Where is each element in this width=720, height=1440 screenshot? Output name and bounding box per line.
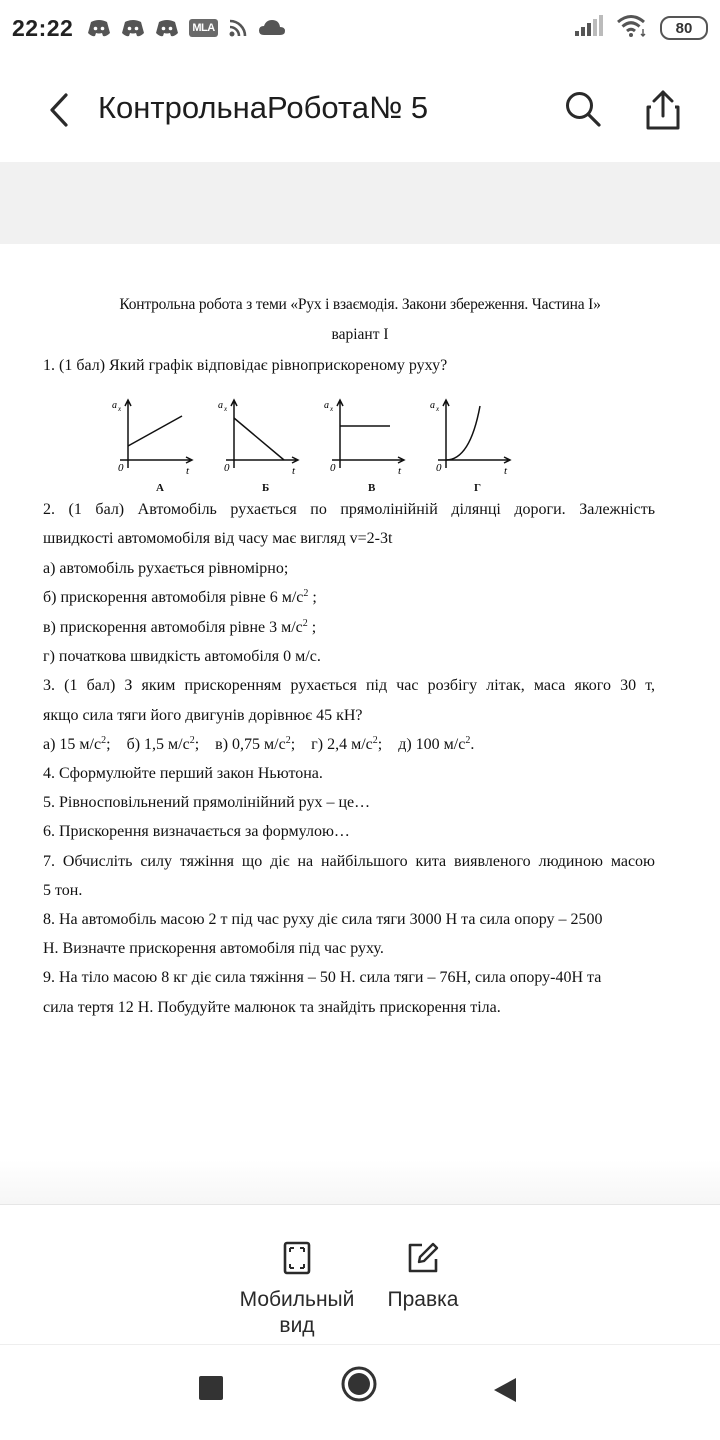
question-2-option-a: а) автомобіль рухається рівномірно; xyxy=(43,560,289,577)
exponent: 2 xyxy=(303,588,309,599)
y-axis-subscript: x xyxy=(436,405,440,413)
option-end: ; xyxy=(307,619,317,636)
question-2-option-d: г) початкова швидкість автомобіля 0 м/с. xyxy=(43,648,321,665)
mla-icon: MLA xyxy=(189,19,217,37)
graph-c xyxy=(312,392,412,502)
question-1: 1. (1 бал) Який графік відповідає рівноприскореному руху? xyxy=(43,357,448,374)
back-button[interactable] xyxy=(38,88,78,132)
battery-level: 80 xyxy=(660,16,708,40)
graph-b xyxy=(206,392,306,502)
y-axis-subscript: x xyxy=(224,405,228,413)
navigation-bar xyxy=(0,1344,720,1440)
doc-heading: Контрольна робота з теми «Рух і взаємодія. Закони збереження. Частина І» xyxy=(119,296,601,313)
option-e: д) 100 $м/с^2$. xyxy=(398,735,475,753)
document-top-margin xyxy=(0,162,720,244)
question-8-line-1: 8. На автомобіль масою 2 т під час руху діє сила тяги 3000 Н та сила опору – 2500 xyxy=(43,911,603,928)
question-4: 4. Сформулюйте перший закон Ньютона. xyxy=(43,765,323,782)
x-axis-label: t xyxy=(186,465,190,477)
question-8-line-2: Н. Визначте прискорення автомобіля під час руху. xyxy=(43,940,384,957)
share-button[interactable] xyxy=(640,86,686,134)
option-a: а) 15 $м/с^2$; xyxy=(43,735,111,753)
option-c: в) 0,75 $м/с^2$; xyxy=(215,735,296,753)
mobile-view-button[interactable] xyxy=(232,1241,362,1339)
origin-label: 0 xyxy=(224,462,230,474)
home-button[interactable] xyxy=(340,1365,378,1403)
status-time: 22:22 xyxy=(12,14,74,41)
question-7-line-1: 7. Обчисліть силу тяжіння що діє на найбільшого кита виявленого людиною масою xyxy=(43,853,655,870)
cloud-icon xyxy=(258,18,286,38)
y-axis-subscript: x xyxy=(118,405,122,413)
document-page xyxy=(0,244,720,1164)
graph-label-c: В xyxy=(368,482,376,494)
option-text: в) прискорення автомобіля рівне 3 м/с xyxy=(43,619,303,636)
option-text: б) прискорення автомобіля рівне 6 м/с xyxy=(43,589,304,606)
graph-label-b: Б xyxy=(262,482,270,494)
question-9-line-1: 9. На тіло масою 8 кг діє сила тяжіння – 50 Н. сила тяги – 76Н, сила опору-40Н та xyxy=(43,969,602,986)
discord-icon xyxy=(155,18,179,38)
option-d: г) 2,4 $м/с^2$; xyxy=(311,735,383,753)
bottom-toolbar xyxy=(0,1204,720,1344)
origin-label: 0 xyxy=(118,462,124,474)
y-axis-label: a xyxy=(324,400,329,411)
question-2-option-c xyxy=(43,618,655,638)
question-2-option-b xyxy=(43,588,655,608)
back-nav-button[interactable] xyxy=(492,1376,518,1404)
option-end: ; xyxy=(308,589,317,606)
edit-button[interactable] xyxy=(378,1241,468,1313)
origin-label: 0 xyxy=(330,462,336,474)
edit-label: Правка xyxy=(387,1288,459,1311)
mobile-view-label: Мобильный вид xyxy=(239,1288,355,1337)
exponent: 2 xyxy=(302,618,308,629)
x-axis-label: t xyxy=(504,465,508,477)
doc-variant: варіант І xyxy=(331,326,389,343)
x-axis-label: t xyxy=(292,465,296,477)
question-6: 6. Прискорення визначається за формулою… xyxy=(43,823,350,840)
signal-icon xyxy=(574,15,604,42)
bottom-shade xyxy=(0,1160,720,1204)
y-axis-subscript: x xyxy=(330,405,334,413)
option-b: б) 1,5 $м/с^2$; xyxy=(126,735,200,753)
y-axis-label: a xyxy=(112,400,117,411)
chevron-left-icon xyxy=(46,92,70,128)
wifi-icon xyxy=(616,14,648,43)
question-9-line-2: сила тертя 12 Н. Побудуйте малюнок та знайдіть прискорення тіла. xyxy=(43,999,501,1016)
rss-icon xyxy=(228,18,248,38)
graph-label-d: Г xyxy=(474,482,481,494)
graph-label-a: А xyxy=(156,482,164,494)
search-icon xyxy=(563,89,603,129)
discord-icon xyxy=(87,18,111,38)
y-axis-label: a xyxy=(430,400,435,411)
document-title: КонтрольнаРобота№ 5 xyxy=(98,90,429,125)
question-2-line-2: швидкості автомомобіля від часу має вигляд v=2-3t xyxy=(43,530,393,547)
search-button[interactable] xyxy=(560,86,606,132)
graphs-figure xyxy=(100,392,520,502)
question-3-options xyxy=(43,735,655,755)
origin-label: 0 xyxy=(436,462,442,474)
app-header xyxy=(0,56,720,162)
notification-icons xyxy=(87,18,285,38)
triangle-back-icon xyxy=(492,1376,518,1404)
x-axis-label: t xyxy=(398,465,402,477)
battery-icon xyxy=(660,16,708,40)
question-5: 5. Рівносповільнений прямолінійний рух – це… xyxy=(43,794,371,811)
mobile-view-icon xyxy=(283,1241,311,1275)
recents-button[interactable] xyxy=(198,1375,224,1401)
question-3-line-2: якщо сила тяги його двигунів дорівнює 45 кН? xyxy=(43,707,363,724)
discord-icon xyxy=(121,18,145,38)
graph-a xyxy=(100,392,200,502)
status-right xyxy=(574,14,708,43)
circle-icon xyxy=(340,1365,378,1403)
square-icon xyxy=(198,1375,224,1401)
question-7-line-2: 5 тон. xyxy=(43,882,83,899)
question-3-line-1: 3. (1 бал) З яким прискоренням рухається під час розбігу літак, маса якого 30 т, xyxy=(43,677,655,694)
graph-d xyxy=(418,392,518,502)
edit-icon xyxy=(406,1241,440,1275)
y-axis-label: a xyxy=(218,400,223,411)
question-2-line-1: 2. (1 бал) Автомобіль рухається по прямолінійній ділянці дороги. Залежність xyxy=(43,501,655,518)
share-icon xyxy=(645,89,681,131)
status-bar xyxy=(0,0,720,56)
